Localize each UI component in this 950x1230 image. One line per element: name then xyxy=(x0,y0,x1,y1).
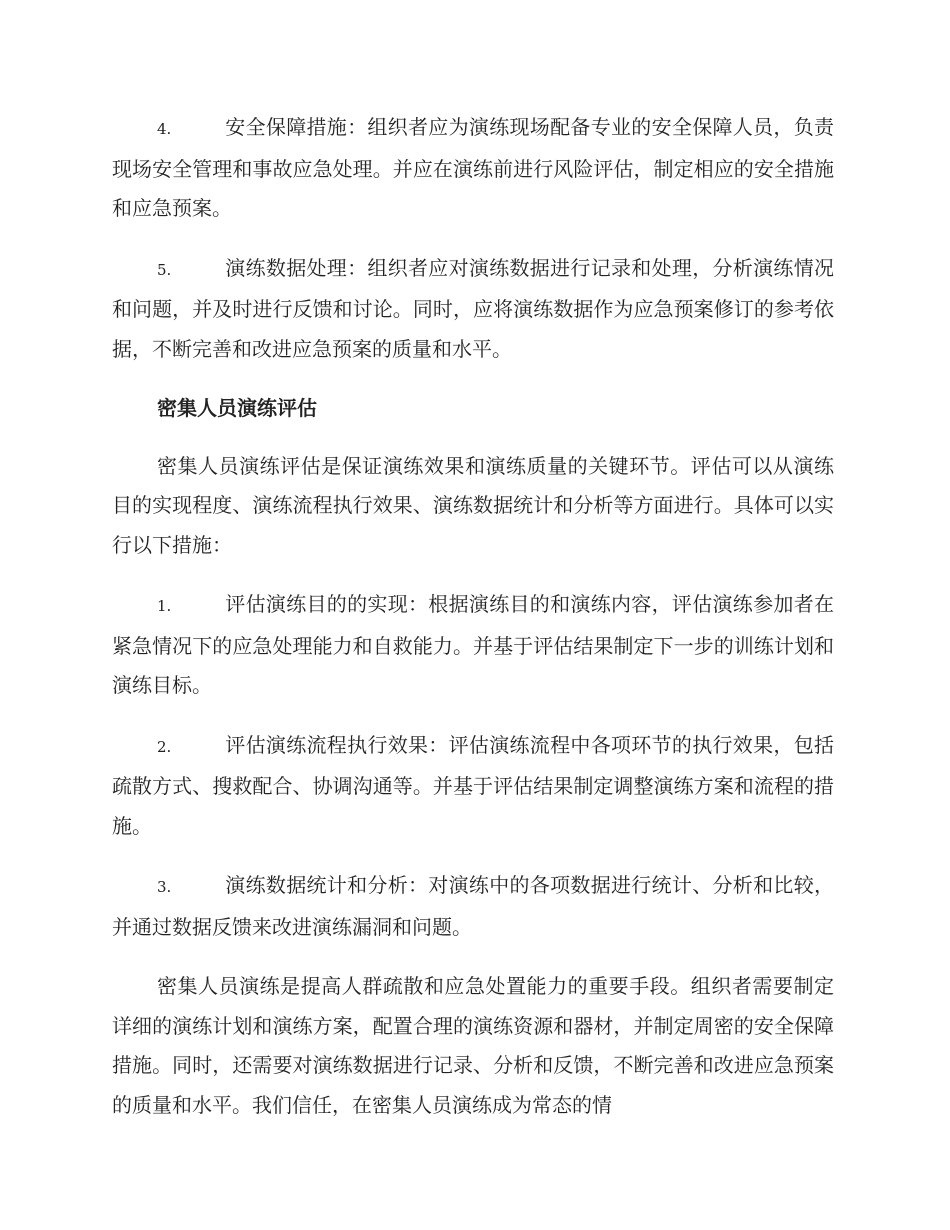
list-number: 2. xyxy=(157,737,172,756)
closing-paragraph: 密集人员演练是提高人群疏散和应急处置能力的重要手段。组织者需要制定详细的演练计划和演练方案，配置合理的演练资源和器材，并制定周密的安全保障措施。同时，还需要对演练数据进行记录、分析和反馈，不断完善和改进应急预案的质量和水平。我们信任，在密集人员演练成为常态的情 xyxy=(112,974,834,1117)
list-number: 3. xyxy=(157,878,172,896)
list-item-text: 评估演练目的的实现：根据演练目的和演练内容，评估演练参加者在紧急情况下的应急处理能力和自救能力。并基于评估结果制定下一步的训练计划和演练目标。 xyxy=(112,592,834,697)
list-number: 1. xyxy=(157,597,172,615)
intro-paragraph: 密集人员演练评估是保证演练效果和演练质量的关键环节。评估可以从演练目的实现程度、演练流程执行效果、演练数据统计和分析等方面进行。具体可以实行以下措施： xyxy=(112,453,834,557)
list-item-text: 演练数据统计和分析：对演练中的各项数据进行统计、分析和比较，并通过数据反馈来改进演练漏洞和问题。 xyxy=(112,873,834,939)
list-item-text: 评估演练流程执行效果：评估演练流程中各项环节的执行效果，包括疏散方式、搜救配合、协调沟通等。并基于评估结果制定调整演练方案和流程的措施。 xyxy=(112,732,834,838)
list-item-safety-measures xyxy=(112,108,834,229)
list-item-text: 演练数据处理：组织者应对演练数据进行记录和处理，分析演练情况和问题，并及时进行反馈和讨论。同时，应将演练数据作为应急预案修订的参考依据，不断完善和改进应急预案的质量和水平。 xyxy=(112,255,834,361)
list-number: 5. xyxy=(157,260,172,279)
list-item-data-processing xyxy=(112,249,834,370)
section-heading: 密集人员演练评估 xyxy=(157,396,317,420)
list-item-evaluate-goals xyxy=(112,585,834,706)
document-page xyxy=(112,108,834,1145)
list-item-data-analysis xyxy=(112,866,834,947)
list-item-text: 安全保障措施：组织者应为演练现场配备专业的安全保障人员，负责现场安全管理和事故应急处理。并应在演练前进行风险评估，制定相应的安全措施和应急预案。 xyxy=(112,115,834,220)
list-number: 4. xyxy=(157,120,172,138)
list-item-evaluate-process xyxy=(112,726,834,847)
